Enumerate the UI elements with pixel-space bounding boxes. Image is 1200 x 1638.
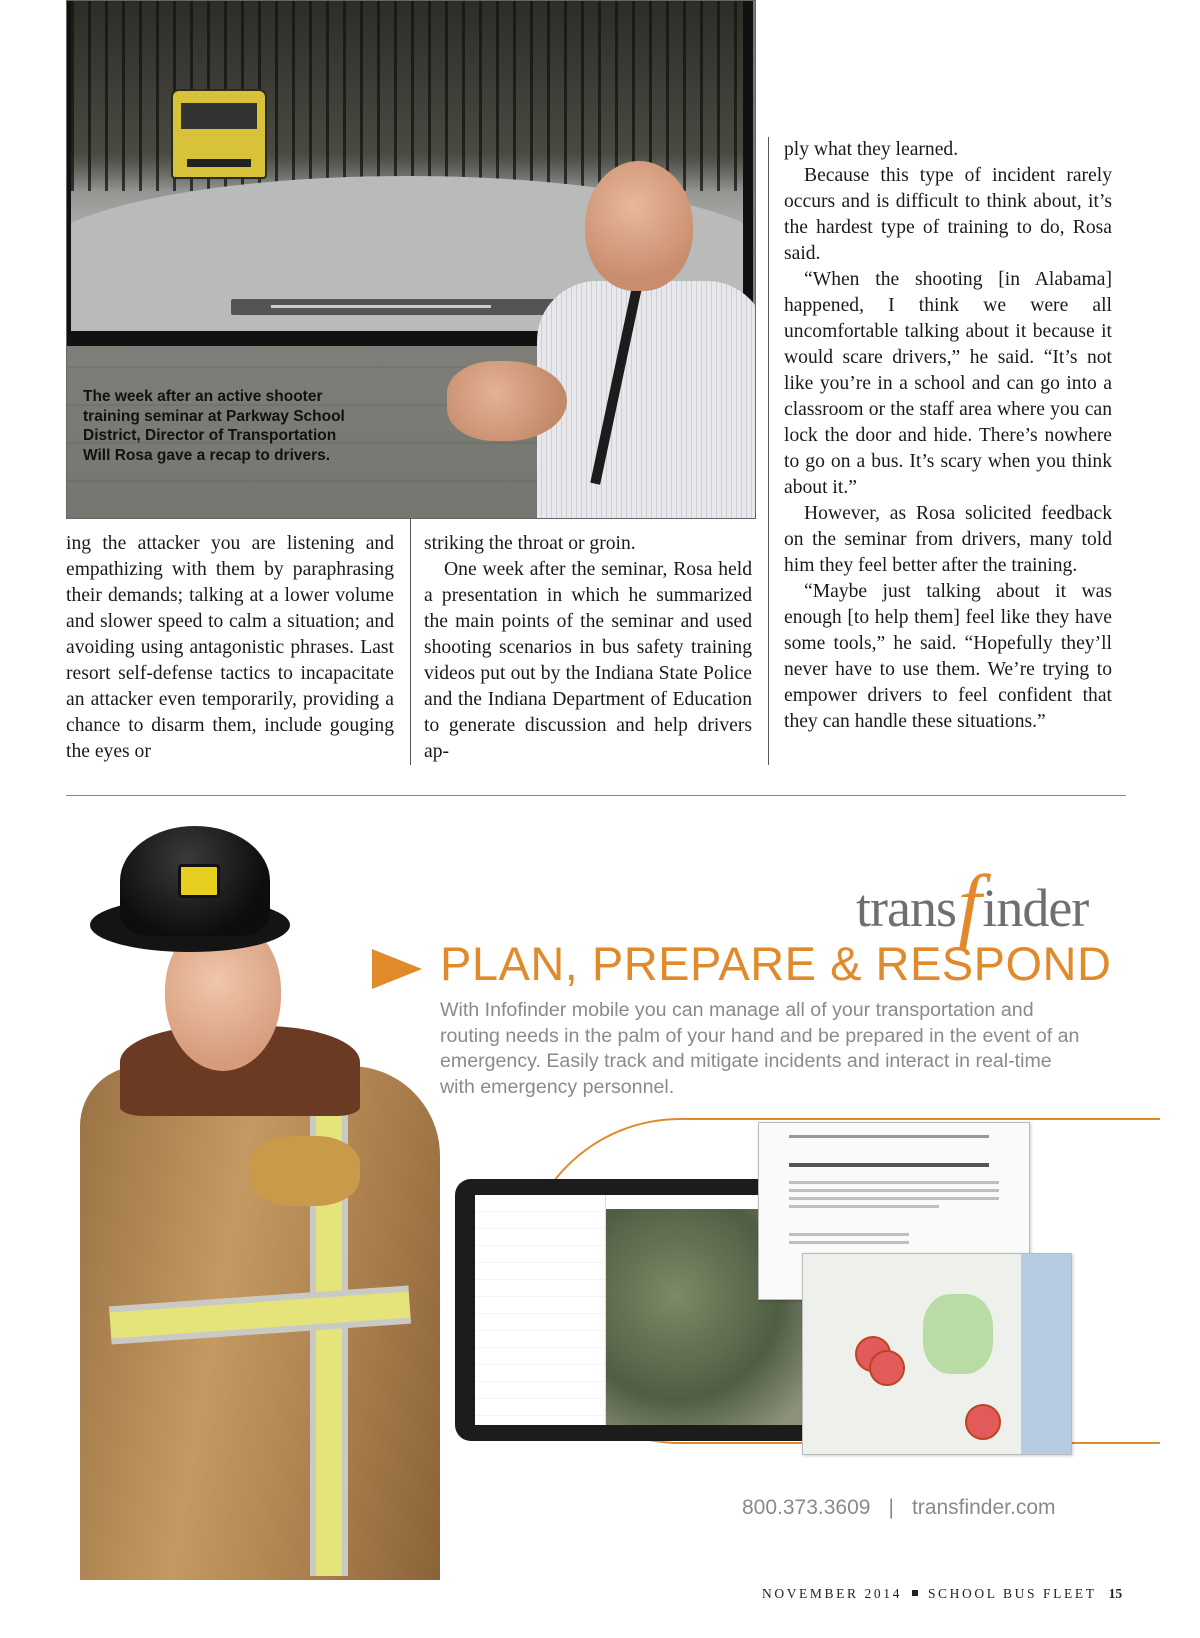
map-park xyxy=(923,1294,993,1374)
logo-text: inder xyxy=(982,878,1089,938)
paragraph: Because this type of incident rarely occurs and is difficult to think about, it’s the hardest type of training to do, Rosa said. xyxy=(784,165,1112,264)
presenter-hand xyxy=(447,361,567,441)
flood-zones-list xyxy=(475,1195,606,1425)
paragraph: “When the shooting [in Alabama] happened, I think we were all uncomfortable talking about it because it would scare drivers,” he said. “It’s not like you’re in a school and can go into a classroom or the staff area where you can lock the door and hide. There’s nowhere to go on a bus. It’s scary when you think about it.” xyxy=(784,269,1112,498)
paragraph: ply what they learned. xyxy=(784,139,959,160)
website-link[interactable]: transfinder.com xyxy=(911,1496,1056,1519)
map-water xyxy=(1021,1254,1071,1454)
paragraph: One week after the seminar, Rosa held a presentation in which he summarized the main points of the seminar and used shooting scenarios in bus safety training videos put out by the Indiana State Police and the Indiana Department of Education to generate discussion and help drivers ap- xyxy=(424,559,752,762)
paragraph: striking the throat or groin. xyxy=(424,533,636,554)
logo-f: f xyxy=(957,858,981,951)
firefighter-glove xyxy=(250,1136,360,1206)
presenter-body xyxy=(537,281,756,519)
article-photo xyxy=(66,0,756,519)
article-column-2 xyxy=(424,531,752,765)
helmet-badge xyxy=(178,864,220,898)
article-column-3 xyxy=(784,137,1112,735)
photo-caption: The week after an active shooter training seminar at Parkway School District, Director of Transportation Will Rosa gave a recap to drivers. xyxy=(83,388,345,464)
video-controls-bar xyxy=(231,299,591,315)
transfinder-logo xyxy=(856,850,1089,951)
ad-contact xyxy=(742,1496,1056,1520)
presenter-head xyxy=(585,161,693,291)
hazard-marker-icon xyxy=(869,1350,905,1386)
contact-separator: | xyxy=(888,1496,894,1519)
paragraph: ing the attacker you are listening and empathizing with them by paraphrasing their demands; talking at a lower volume and slower speed to calm a situation; and avoiding using antagonistic phrases. Last resort self-defense tactics to incapacitate an attacker even temporarily, providing a chance to disarm them, include gouging the eyes or xyxy=(66,533,394,762)
issue-date: NOVEMBER 2014 xyxy=(762,1586,902,1601)
school-bus-image xyxy=(171,89,267,179)
column-rule xyxy=(410,519,411,765)
article-column-1 xyxy=(66,531,394,765)
logo-text: trans xyxy=(856,878,956,938)
column-rule xyxy=(768,137,769,765)
ad-body-text: With Infofinder mobile you can manage all of your transportation and routing needs in the palm of your hand and be prepared in the event of an emergency. Easily track and mitigate incidents and interact in real-time with emergency personnel. xyxy=(440,999,1080,1098)
transfinder-advertisement xyxy=(0,796,1200,1576)
paragraph: However, as Rosa solicited feedback on the seminar from drivers, many told him they feel better after the training. xyxy=(784,503,1112,576)
footer-bullet xyxy=(912,1590,918,1596)
publication-name: SCHOOL BUS FLEET xyxy=(927,1586,1097,1601)
ad-headline: PLAN, PREPARE & RESPOND xyxy=(440,937,1112,990)
firefighter-image xyxy=(80,826,440,1580)
play-arrow-icon xyxy=(372,949,422,989)
paragraph: “Maybe just talking about it was enough [to help them] feel like they have some tools,” he said. “Hopefully they’ll never have to use them. We’re trying to empower drivers to feel confident that they can handle these situations.” xyxy=(784,581,1112,732)
incident-map xyxy=(802,1253,1072,1455)
page-number: 15 xyxy=(1108,1586,1123,1601)
page-footer xyxy=(762,1586,1122,1602)
phone-number: 800.373.3609 xyxy=(742,1496,871,1519)
hazard-marker-icon xyxy=(965,1404,1001,1440)
